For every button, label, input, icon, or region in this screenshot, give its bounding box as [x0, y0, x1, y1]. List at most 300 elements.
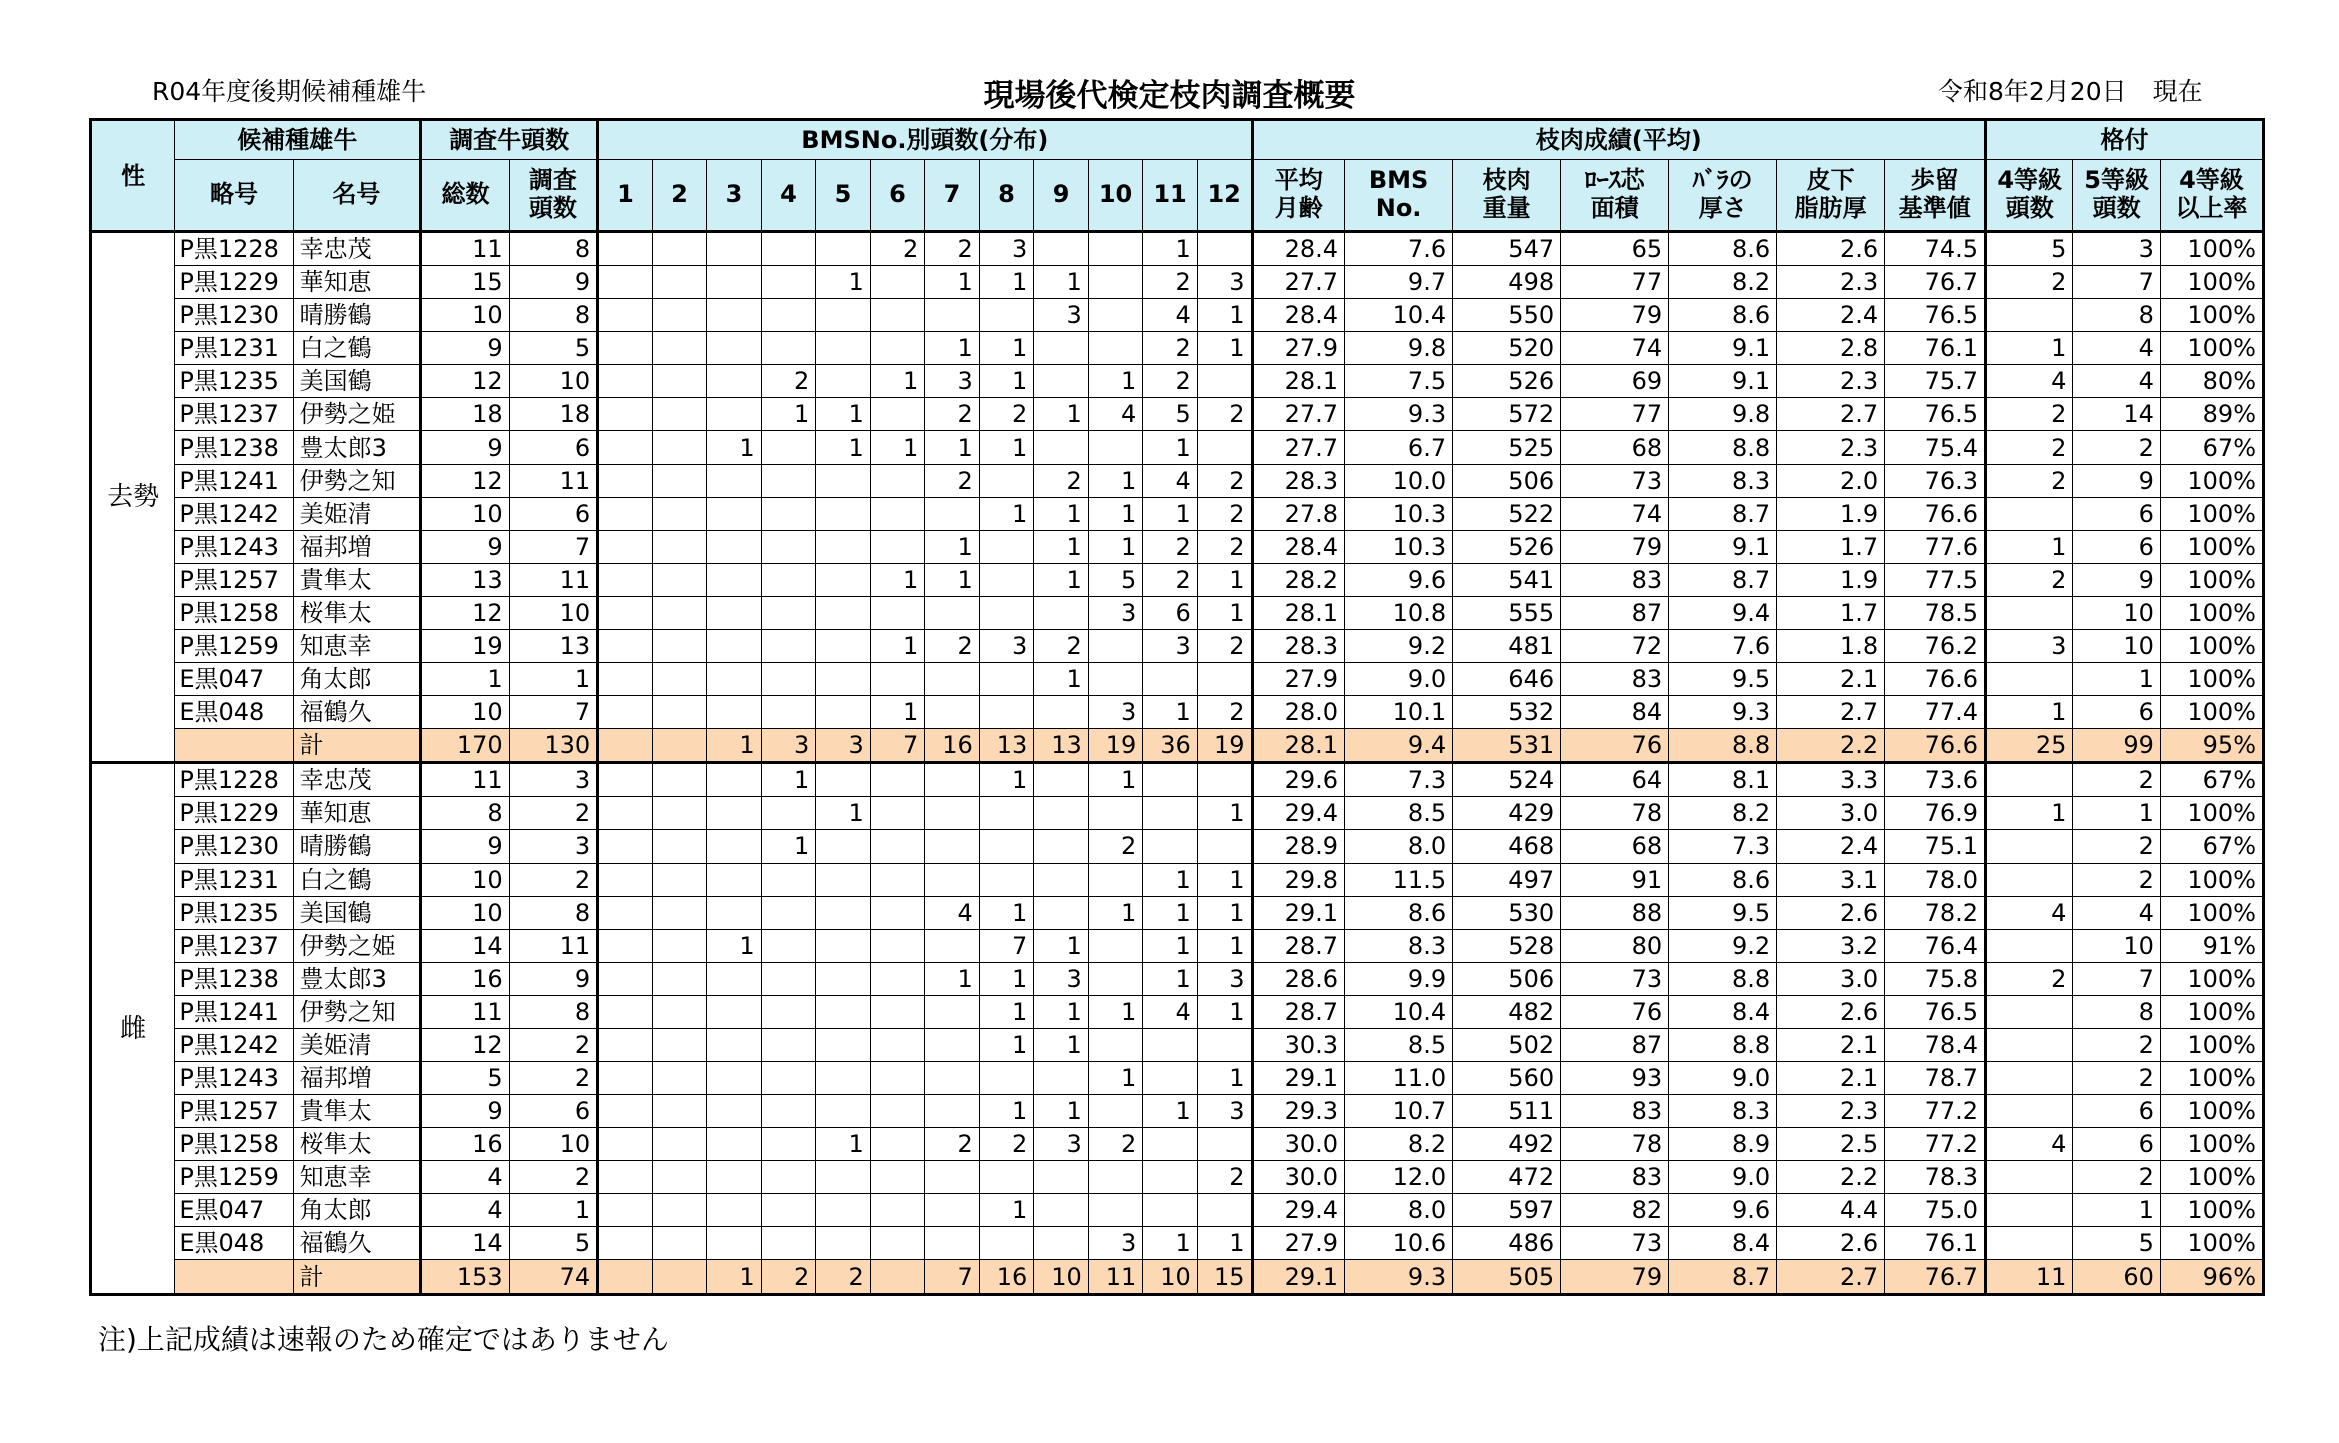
bms-1-count: [598, 398, 653, 431]
bms-11-count: 2: [1143, 563, 1198, 596]
g5-count: 2: [2073, 1028, 2160, 1061]
fat-cell: 3.1: [1777, 863, 1885, 896]
yield-cell: 76.5: [1885, 398, 1986, 431]
fat-cell: 2.1: [1777, 1062, 1885, 1095]
total-count: 14: [421, 1227, 509, 1260]
name-cell: 美姫清: [293, 1028, 421, 1061]
bms-12-count: 1: [1197, 299, 1252, 332]
surveyed-count: 74: [509, 1260, 597, 1295]
code-cell: P黒1237: [175, 398, 293, 431]
total-count: 9: [421, 431, 509, 464]
bms-11-count: 1: [1143, 1095, 1198, 1128]
rib-cell: 8.7: [1669, 1260, 1777, 1295]
bms-10-count: [1088, 299, 1143, 332]
g4-count: 4: [1986, 365, 2073, 398]
bms-6-count: [870, 464, 925, 497]
weight-cell: 646: [1453, 663, 1561, 696]
bms-8-count: 1: [979, 962, 1034, 995]
rib-cell: 9.1: [1669, 332, 1777, 365]
bms-5-count: 1: [816, 431, 871, 464]
name-cell: 角太郎: [293, 1194, 421, 1227]
ribeye-cell: 79: [1561, 530, 1669, 563]
head-yield-line: 歩留: [1910, 166, 1959, 195]
rate-cell: 100%: [2160, 1194, 2263, 1227]
fat-cell: 1.9: [1777, 563, 1885, 596]
bms-2-count: [652, 763, 707, 797]
age-cell: 28.9: [1252, 830, 1345, 863]
bms-12-count: [1197, 1128, 1252, 1161]
yield-cell: 75.4: [1885, 431, 1986, 464]
bms-12-count: 1: [1197, 1062, 1252, 1095]
g5-count: 10: [2073, 629, 2160, 662]
weight-cell: 492: [1453, 1128, 1561, 1161]
bms-1-count: [598, 563, 653, 596]
bms-11-count: 2: [1143, 332, 1198, 365]
head-bmsno: [1345, 160, 1453, 232]
fat-cell: 2.3: [1777, 266, 1885, 299]
bms-5-count: [816, 696, 871, 729]
name-cell: 福鶴久: [293, 696, 421, 729]
bms-7-count: [925, 995, 980, 1028]
bms-10-count: [1088, 266, 1143, 299]
g4-count: [1986, 299, 2073, 332]
bms-10-count: [1088, 663, 1143, 696]
bms-10-count: [1088, 431, 1143, 464]
head-bms-3-line: 3: [725, 180, 743, 209]
rate-cell: 100%: [2160, 1227, 2263, 1260]
age-cell: 27.7: [1252, 431, 1345, 464]
head-bms-11-line: 11: [1153, 180, 1187, 209]
bms-10-count: [1088, 1095, 1143, 1128]
rib-cell: 9.2: [1669, 929, 1777, 962]
total-count: 4: [421, 1161, 509, 1194]
weight-cell: 497: [1453, 863, 1561, 896]
bms-6-count: 7: [870, 729, 925, 763]
rate-cell: 100%: [2160, 266, 2263, 299]
head-g4: [1986, 160, 2073, 232]
rate-cell: 89%: [2160, 398, 2263, 431]
total-count: 4: [421, 1194, 509, 1227]
total-count: 14: [421, 929, 509, 962]
bms-9-count: 2: [1034, 629, 1089, 662]
bmsno-cell: 12.0: [1345, 1161, 1453, 1194]
rate-cell: 100%: [2160, 563, 2263, 596]
surveyed-count: 6: [509, 431, 597, 464]
weight-cell: 547: [1453, 232, 1561, 266]
bms-11-count: 1: [1143, 896, 1198, 929]
bms-3-count: [707, 797, 762, 830]
code-cell: P黒1238: [175, 962, 293, 995]
rate-cell: 100%: [2160, 530, 2263, 563]
table-row: [91, 1128, 2264, 1161]
bms-2-count: [652, 332, 707, 365]
bms-9-count: [1034, 696, 1089, 729]
bms-9-count: [1034, 232, 1089, 266]
bms-4-count: [761, 1095, 816, 1128]
fat-cell: 2.0: [1777, 464, 1885, 497]
bms-5-count: [816, 1062, 871, 1095]
total-count: 10: [421, 299, 509, 332]
bms-4-count: [761, 266, 816, 299]
head-bms-4: [761, 160, 816, 232]
age-cell: 29.1: [1252, 1062, 1345, 1095]
bms-12-count: [1197, 431, 1252, 464]
bms-6-count: [870, 830, 925, 863]
name-cell: 伊勢之知: [293, 464, 421, 497]
g4-count: [1986, 995, 2073, 1028]
bms-1-count: [598, 464, 653, 497]
rib-cell: 7.3: [1669, 830, 1777, 863]
bms-6-count: 1: [870, 696, 925, 729]
bms-9-count: 13: [1034, 729, 1089, 763]
total-count: 9: [421, 1095, 509, 1128]
rib-cell: 9.6: [1669, 1194, 1777, 1227]
rate-cell: 95%: [2160, 729, 2263, 763]
bms-6-count: [870, 1227, 925, 1260]
g4-count: [1986, 596, 2073, 629]
g5-count: 9: [2073, 464, 2160, 497]
bmsno-cell: 9.8: [1345, 332, 1453, 365]
bms-10-count: 1: [1088, 530, 1143, 563]
bms-9-count: [1034, 596, 1089, 629]
bms-6-count: [870, 1260, 925, 1295]
code-cell: P黒1243: [175, 1062, 293, 1095]
bms-1-count: [598, 232, 653, 266]
fat-cell: 1.9: [1777, 497, 1885, 530]
bms-6-count: [870, 1161, 925, 1194]
bms-7-count: [925, 1028, 980, 1061]
code-cell: P黒1230: [175, 299, 293, 332]
head-name-line: 名号: [332, 180, 381, 209]
bms-1-count: [598, 1194, 653, 1227]
bms-9-count: 1: [1034, 266, 1089, 299]
head-g5-line: 5等級: [2084, 166, 2149, 195]
bms-6-count: [870, 995, 925, 1028]
bms-3-count: [707, 232, 762, 266]
bms-4-count: [761, 497, 816, 530]
bmsno-cell: 10.7: [1345, 1095, 1453, 1128]
ribeye-cell: 68: [1561, 431, 1669, 464]
yield-cell: 78.2: [1885, 896, 1986, 929]
bms-6-count: [870, 1194, 925, 1227]
head-g5-line: 頭数: [2092, 194, 2141, 222]
code-cell: P黒1235: [175, 365, 293, 398]
bms-12-count: 2: [1197, 530, 1252, 563]
age-cell: 29.1: [1252, 1260, 1345, 1295]
ribeye-cell: 76: [1561, 729, 1669, 763]
rib-cell: 9.0: [1669, 1062, 1777, 1095]
bms-3-count: [707, 830, 762, 863]
yield-cell: 78.7: [1885, 1062, 1986, 1095]
bms-9-count: [1034, 830, 1089, 863]
bms-4-count: [761, 797, 816, 830]
total-row: [91, 729, 2264, 763]
bms-6-count: [870, 1062, 925, 1095]
fat-cell: 2.6: [1777, 896, 1885, 929]
head-bms-8-line: 8: [998, 180, 1015, 209]
head-bms-7: [925, 160, 980, 232]
bms-8-count: 1: [979, 896, 1034, 929]
code-cell: [175, 1260, 293, 1295]
bms-7-count: [925, 1062, 980, 1095]
bms-3-count: [707, 1028, 762, 1061]
rate-cell: 100%: [2160, 1095, 2263, 1128]
head-bms-6-line: 6: [889, 180, 906, 209]
head-total-line: 総数: [441, 180, 490, 209]
rib-cell: 8.8: [1669, 431, 1777, 464]
head-yield: [1885, 160, 1986, 232]
head-rate: [2160, 160, 2263, 232]
bms-7-count: [925, 797, 980, 830]
head-bms-7-line: 7: [943, 180, 961, 209]
bms-3-count: [707, 563, 762, 596]
age-cell: 28.4: [1252, 232, 1345, 266]
surveyed-count: 11: [509, 929, 597, 962]
bms-10-count: [1088, 1028, 1143, 1061]
g5-count: 2: [2073, 863, 2160, 896]
bms-4-count: [761, 696, 816, 729]
bms-12-count: 2: [1197, 1161, 1252, 1194]
bms-1-count: [598, 1062, 653, 1095]
head-weight-line: 重量: [1482, 194, 1531, 222]
bms-3-count: [707, 332, 762, 365]
bms-10-count: [1088, 332, 1143, 365]
bms-4-count: [761, 1128, 816, 1161]
bms-3-count: [707, 365, 762, 398]
name-cell: 知恵幸: [293, 1161, 421, 1194]
yield-cell: 75.7: [1885, 365, 1986, 398]
surveyed-count: 11: [509, 464, 597, 497]
table-row: [91, 563, 2264, 596]
total-count: 11: [421, 763, 509, 797]
bms-1-count: [598, 629, 653, 662]
head-grade-group: 格付: [1986, 120, 2264, 160]
bms-11-count: 36: [1143, 729, 1198, 763]
g4-count: [1986, 497, 2073, 530]
fat-cell: 3.3: [1777, 763, 1885, 797]
yield-cell: 78.0: [1885, 863, 1986, 896]
bms-6-count: [870, 863, 925, 896]
total-count: 16: [421, 962, 509, 995]
head-ribeye: [1561, 160, 1669, 232]
bmsno-cell: 9.6: [1345, 563, 1453, 596]
table-row: [91, 1227, 2264, 1260]
bms-12-count: 1: [1197, 563, 1252, 596]
ribeye-cell: 73: [1561, 1227, 1669, 1260]
bms-11-count: 1: [1143, 929, 1198, 962]
yield-cell: 76.7: [1885, 266, 1986, 299]
bms-5-count: [816, 962, 871, 995]
bms-6-count: 1: [870, 431, 925, 464]
g5-count: 6: [2073, 1095, 2160, 1128]
head-rib-line: ﾊﾞﾗの: [1692, 166, 1753, 195]
bms-4-count: 1: [761, 763, 816, 797]
footnote: 注)上記成績は速報のため確定ではありません: [98, 1323, 669, 1356]
bms-1-count: [598, 596, 653, 629]
bms-11-count: 4: [1143, 464, 1198, 497]
bms-11-count: 1: [1143, 497, 1198, 530]
g4-count: [1986, 763, 2073, 797]
bms-8-count: [979, 596, 1034, 629]
table-row: [91, 530, 2264, 563]
g4-count: 4: [1986, 896, 2073, 929]
age-cell: 28.3: [1252, 629, 1345, 662]
g5-count: 6: [2073, 1128, 2160, 1161]
bms-5-count: [816, 929, 871, 962]
bms-2-count: [652, 929, 707, 962]
table-row: [91, 863, 2264, 896]
surveyed-count: 10: [509, 1128, 597, 1161]
yield-cell: 76.4: [1885, 929, 1986, 962]
ribeye-cell: 73: [1561, 962, 1669, 995]
bms-2-count: [652, 797, 707, 830]
age-cell: 29.3: [1252, 1095, 1345, 1128]
bms-8-count: [979, 663, 1034, 696]
bms-8-count: [979, 830, 1034, 863]
fat-cell: 1.7: [1777, 530, 1885, 563]
bms-4-count: 3: [761, 729, 816, 763]
bms-12-count: 1: [1197, 596, 1252, 629]
total-count: 170: [421, 729, 509, 763]
g5-count: 6: [2073, 696, 2160, 729]
bms-7-count: 2: [925, 464, 980, 497]
total-label: 計: [293, 729, 421, 763]
rib-cell: 8.4: [1669, 1227, 1777, 1260]
bmsno-cell: 10.6: [1345, 1227, 1453, 1260]
bms-3-count: [707, 663, 762, 696]
table-row: [91, 232, 2264, 266]
ribeye-cell: 79: [1561, 299, 1669, 332]
bms-12-count: [1197, 830, 1252, 863]
ribeye-cell: 80: [1561, 929, 1669, 962]
name-cell: 貴隼太: [293, 1095, 421, 1128]
head-weight-line: 枝肉: [1482, 166, 1531, 195]
bmsno-cell: 8.5: [1345, 1028, 1453, 1061]
code-cell: P黒1238: [175, 431, 293, 464]
g4-count: 1: [1986, 797, 2073, 830]
bms-1-count: [598, 830, 653, 863]
head-bms-3: [707, 160, 762, 232]
g5-count: 4: [2073, 332, 2160, 365]
bms-2-count: [652, 663, 707, 696]
bms-12-count: 1: [1197, 863, 1252, 896]
bms-8-count: 1: [979, 1194, 1034, 1227]
code-cell: E黒047: [175, 1194, 293, 1227]
table-row: [91, 797, 2264, 830]
bms-4-count: [761, 1194, 816, 1227]
bms-11-count: 1: [1143, 232, 1198, 266]
bms-4-count: 2: [761, 365, 816, 398]
bms-12-count: 15: [1197, 1260, 1252, 1295]
bms-9-count: 3: [1034, 962, 1089, 995]
rib-cell: 8.8: [1669, 729, 1777, 763]
bms-8-count: 3: [979, 232, 1034, 266]
table-row: [91, 629, 2264, 662]
bms-8-count: 1: [979, 1095, 1034, 1128]
bms-12-count: [1197, 1028, 1252, 1061]
head-g5: [2073, 160, 2160, 232]
rib-cell: 9.5: [1669, 663, 1777, 696]
rib-cell: 9.0: [1669, 1161, 1777, 1194]
bms-2-count: [652, 1128, 707, 1161]
rate-cell: 100%: [2160, 464, 2263, 497]
g4-count: 1: [1986, 530, 2073, 563]
surveyed-count: 5: [509, 332, 597, 365]
age-cell: 29.4: [1252, 797, 1345, 830]
yield-cell: 77.2: [1885, 1095, 1986, 1128]
total-row: [91, 1260, 2264, 1295]
bmsno-cell: 9.0: [1345, 663, 1453, 696]
ribeye-cell: 93: [1561, 1062, 1669, 1095]
bms-1-count: [598, 1227, 653, 1260]
fat-cell: 3.0: [1777, 797, 1885, 830]
bms-3-count: [707, 863, 762, 896]
bms-8-count: 2: [979, 398, 1034, 431]
g4-count: 3: [1986, 629, 2073, 662]
rib-cell: 8.2: [1669, 797, 1777, 830]
bms-5-count: [816, 896, 871, 929]
bms-2-count: [652, 995, 707, 1028]
head-bms-9: [1034, 160, 1089, 232]
yield-cell: 76.2: [1885, 629, 1986, 662]
bms-4-count: 1: [761, 398, 816, 431]
surveyed-count: 11: [509, 563, 597, 596]
yield-cell: 77.4: [1885, 696, 1986, 729]
bms-12-count: 1: [1197, 896, 1252, 929]
fat-cell: 1.8: [1777, 629, 1885, 662]
bms-4-count: [761, 596, 816, 629]
bms-9-count: 1: [1034, 995, 1089, 1028]
surveyed-count: 8: [509, 232, 597, 266]
bms-1-count: [598, 266, 653, 299]
bms-10-count: 11: [1088, 1260, 1143, 1295]
age-cell: 28.1: [1252, 729, 1345, 763]
code-cell: P黒1235: [175, 896, 293, 929]
bms-2-count: [652, 1028, 707, 1061]
total-label: 計: [293, 1260, 421, 1295]
surveyed-count: 7: [509, 696, 597, 729]
fat-cell: 2.2: [1777, 729, 1885, 763]
bms-4-count: [761, 1161, 816, 1194]
rate-cell: 67%: [2160, 431, 2263, 464]
bms-2-count: [652, 1227, 707, 1260]
code-cell: P黒1230: [175, 830, 293, 863]
surveyed-count: 2: [509, 797, 597, 830]
bms-9-count: 1: [1034, 398, 1089, 431]
ribeye-cell: 83: [1561, 1161, 1669, 1194]
bms-2-count: [652, 266, 707, 299]
weight-cell: 472: [1453, 1161, 1561, 1194]
bms-7-count: [925, 696, 980, 729]
age-cell: 27.7: [1252, 398, 1345, 431]
fat-cell: 2.7: [1777, 696, 1885, 729]
age-cell: 27.9: [1252, 663, 1345, 696]
total-count: 12: [421, 1028, 509, 1061]
yield-cell: 76.5: [1885, 995, 1986, 1028]
bms-10-count: [1088, 929, 1143, 962]
weight-cell: 560: [1453, 1062, 1561, 1095]
bms-3-count: 1: [707, 431, 762, 464]
bms-3-count: [707, 1227, 762, 1260]
bms-9-count: 3: [1034, 1128, 1089, 1161]
fat-cell: 2.4: [1777, 830, 1885, 863]
bms-1-count: [598, 896, 653, 929]
bmsno-cell: 8.6: [1345, 896, 1453, 929]
bms-10-count: 19: [1088, 729, 1143, 763]
rate-cell: 100%: [2160, 995, 2263, 1028]
bms-10-count: 1: [1088, 763, 1143, 797]
g5-count: 14: [2073, 398, 2160, 431]
